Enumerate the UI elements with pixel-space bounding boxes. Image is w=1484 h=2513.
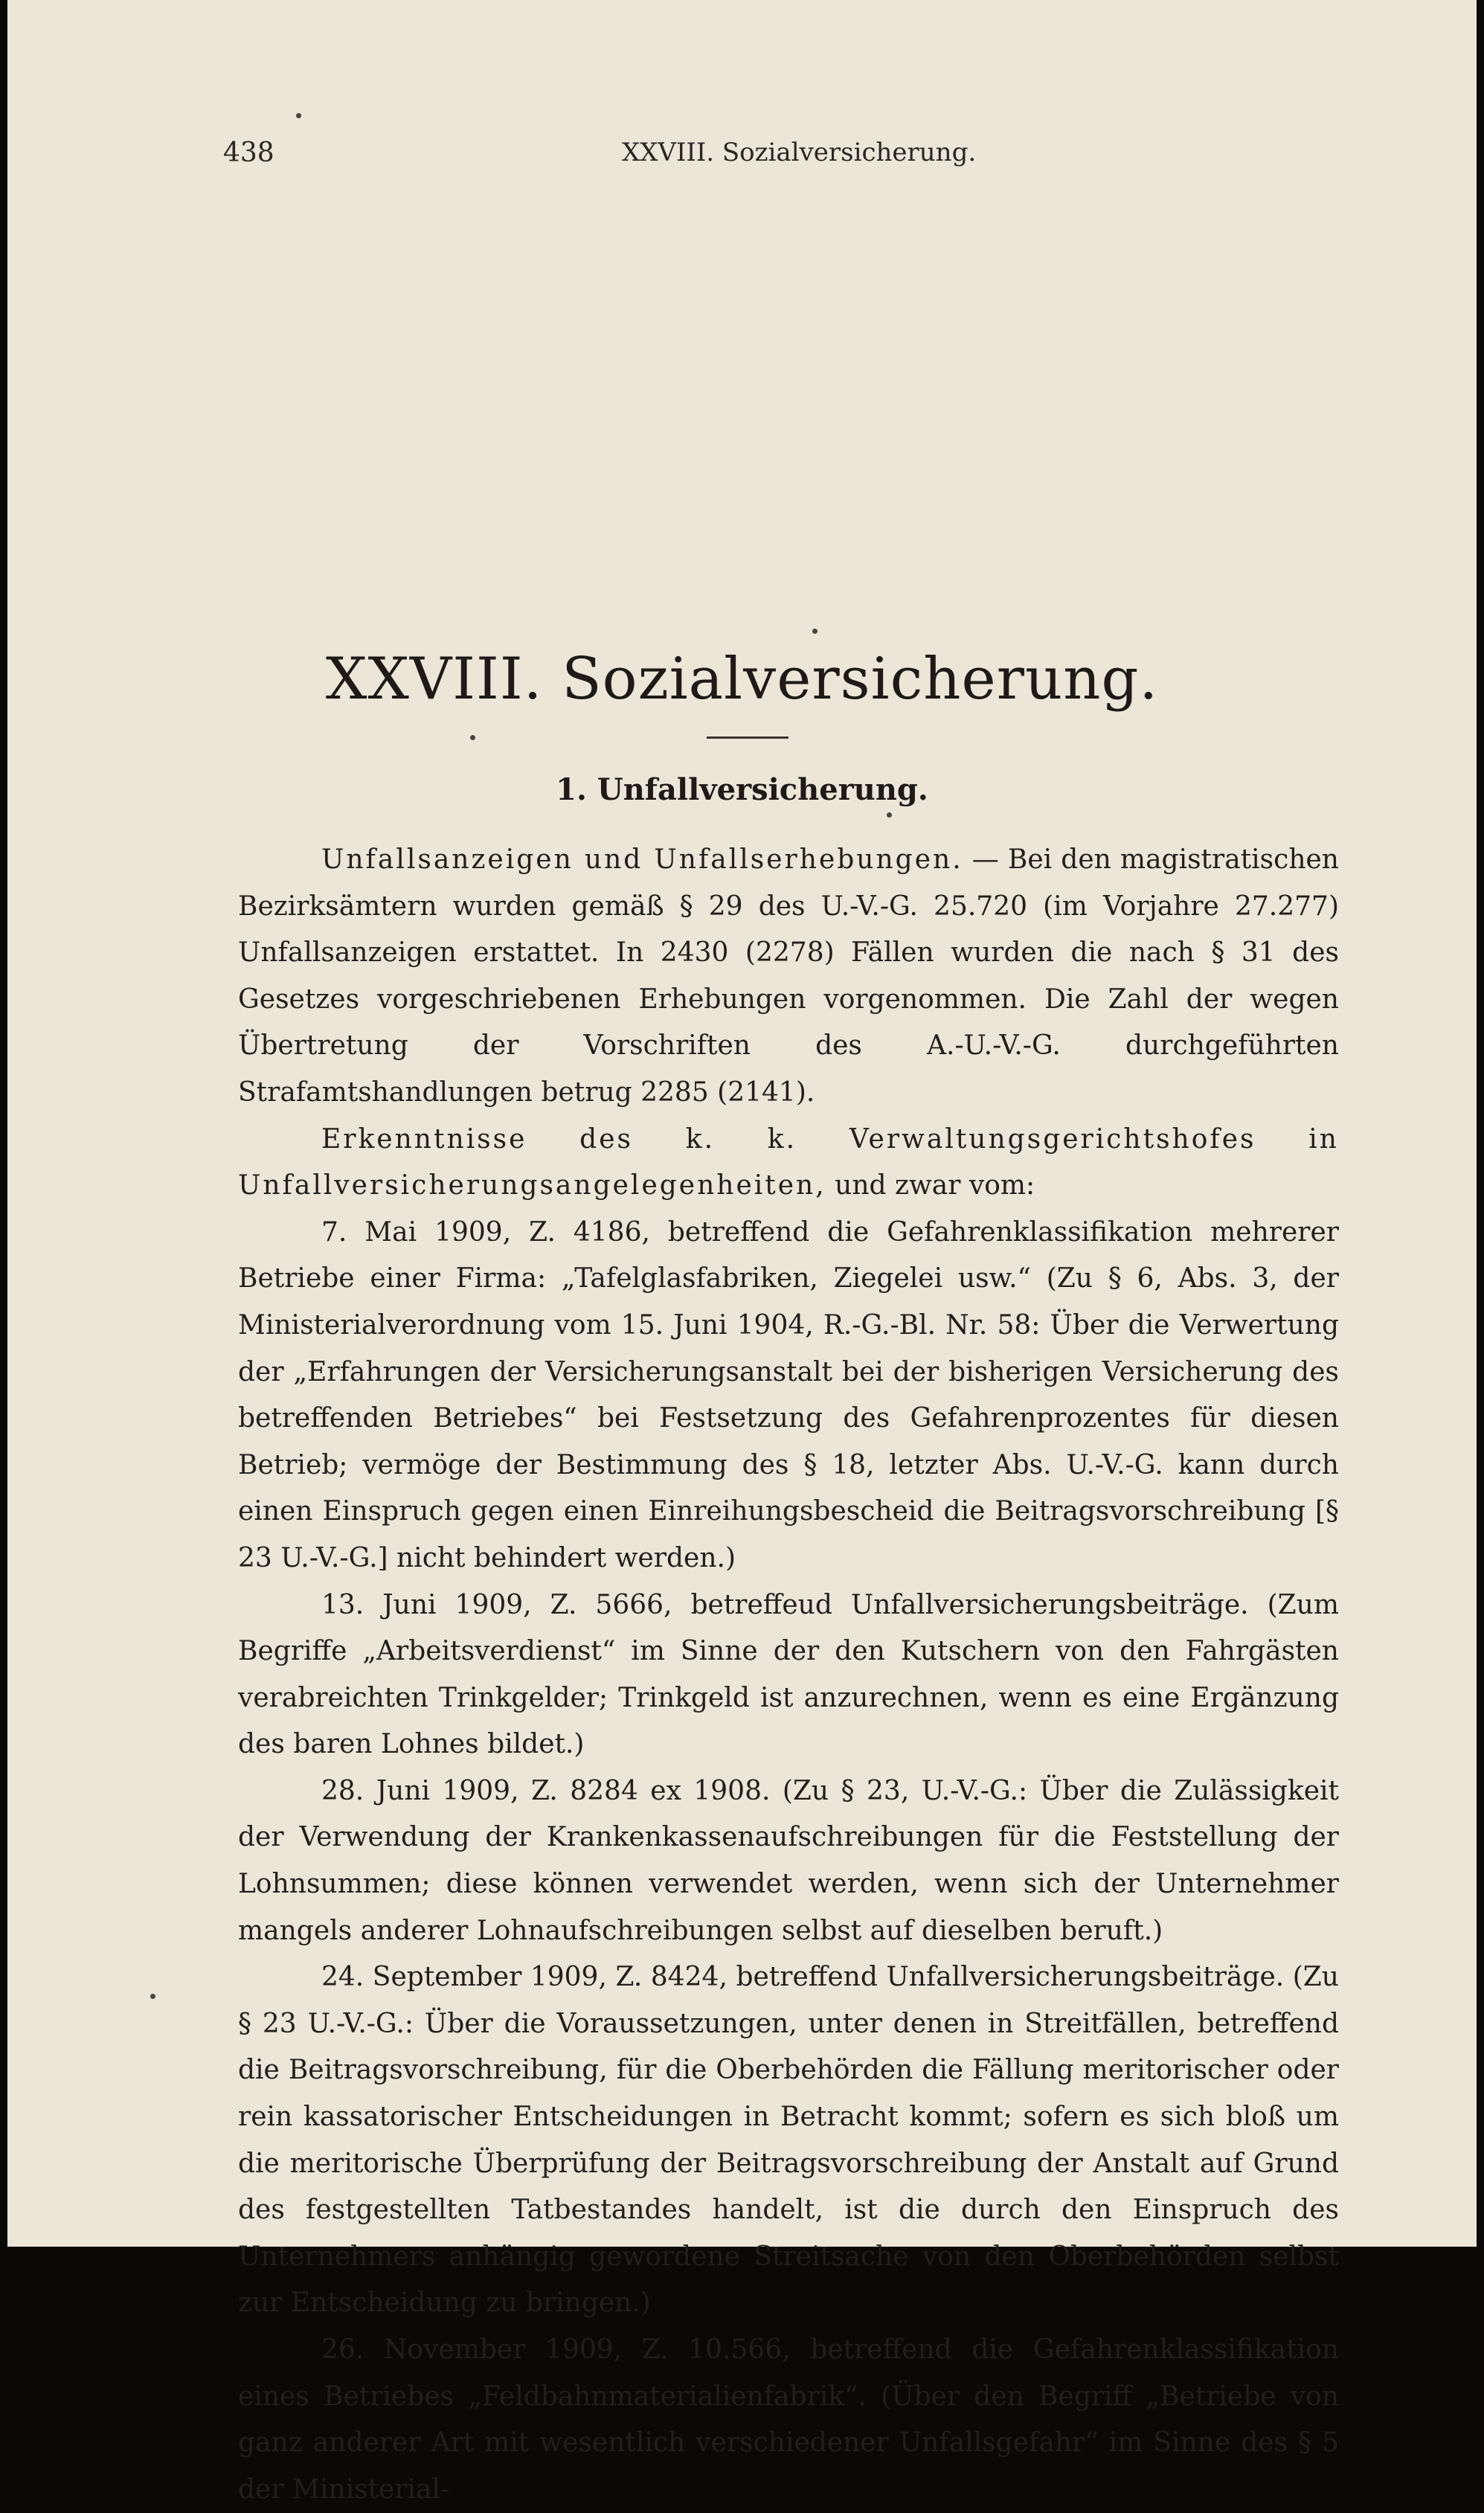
paragraph-text: 28. Juni 1909, Z. 8284 ex 1908. (Zu § 23, U.-V.-G.: Über die Zulässigkeit der Verwendung der Krankenkassenaufschreibungen für die Feststellung der Lohnsummen; diese können verwendet werden, wenn sich der Unternehmer mangels anderer Lohnaufschreibungen selbst auf dieselben beruft.) [238,1775,1339,1946]
page-number: 438 [223,138,274,168]
paper-speck [812,629,818,634]
paragraph-text: 26. November 1909, Z. 10.566, betreffend die Gefahrenklassifikation eines Betriebes „Feldbahnmaterialienfabrik“. (Über den Begriff „Betriebe von ganz anderer Art mit wesentlich verschiedener Unfallsgefahr“ im Sinne des § 5 der Ministerial- [238,2334,1339,2505]
body-text [238,837,1339,2513]
paragraph [238,2327,1339,2513]
running-title: XXVIII. Sozialversicherung. [622,138,977,167]
paper-speck [887,812,892,818]
paragraph [238,1117,1339,1210]
book-page [7,0,1477,2505]
chapter-title: XXVIII. Sozialversicherung. [325,646,1159,713]
section-heading: 1. Unfallversicherung. [556,772,928,807]
running-head [223,138,1339,182]
title-divider [707,736,788,739]
paragraph-text: — Bei den magistratischen Bezirksämtern wurden gemäß § 29 des U.-V.-G. 25.720 (im Vorjahre 27.277) Unfallsanzeigen erstattet. In 2430 (2278) Fällen wurden die nach § 31 des Gesetzes vorgeschriebenen Erhebungen vorgenommen. Die Zahl der wegen Übertretung der Vorschriften des A.-U.-V.-G. durchgeführten Strafamtshandlungen betrug 2285 (2141). [238,844,1339,1108]
paragraph-text: 7. Mai 1909, Z. 4186, betreffend die Gefahrenklassifikation mehrerer Betriebe einer Firma: „Tafelglasfabriken, Ziegelei usw.“ (Zu § 6, Abs. 3, der Ministerialverordnung vom 15. Juni 1904, R.-G.-Bl. Nr. 58: Über die Verwertung der „Erfahrungen der Versicherungsanstalt bei der bisherigen Versicherung des betreffenden Betriebes“ bei Festsetzung des Gefahrenprozentes für diesen Betrieb; vermöge der Bestimmung des § 18, letzter Abs. U.-V.-G. kann durch einen Einspruch gegen einen Einreihungsbescheid die Beitragsvorschreibung [§ 23 U.-V.-G.] nicht behindert werden.) [238,1216,1339,1573]
paragraph-text: 13. Juni 1909, Z. 5666, betreffeud Unfallversicherungsbeiträge. (Zum Begriffe „Arbeitsverdienst“ im Sinne der den Kutschern von den Fahrgästen verabreichten Trinkgelder; Trinkgeld ist anzurechnen, wenn es eine Ergänzung des baren Lohnes bildet.) [238,1589,1339,1760]
paragraph-lead: Unfallsanzeigen und Unfallserhebungen. [321,844,963,875]
paragraph-lead: Erkenntnisse des k. k. Verwaltungsgerichtshofes in Unfallversicherungsangelegenheiten, [238,1123,1339,1201]
paper-speck [150,1994,155,1999]
paper-speck [470,735,475,740]
paragraph [238,837,1339,1117]
paragraph [238,1582,1339,1768]
paragraph [238,1954,1339,2327]
paragraph-text: 24. September 1909, Z. 8424, betreffend Unfallversicherungsbeiträge. (Zu § 23 U.-V.-G.: Über die Voraussetzungen, unter denen in Streitfällen, betreffend die Beitragsvorschreibung, für die Oberbehörden die Fällung meritorischer oder rein kassatorischer Entscheidungen in Betracht kommt; sofern es sich bloß um die meritorische Überprüfung der Beitragsvorschreibung der Anstalt auf Grund des festgestellten Tatbestandes handelt, ist die durch den Einspruch des Unternehmers anhängig gewordene Streitsache von den Oberbehörden selbst zur Entscheidung zu bringen.) [238,1962,1339,2319]
paragraph-text: und zwar vom: [826,1170,1035,1201]
paragraph [238,1210,1339,1582]
paragraph [238,1768,1339,1954]
paper-speck [296,113,301,118]
